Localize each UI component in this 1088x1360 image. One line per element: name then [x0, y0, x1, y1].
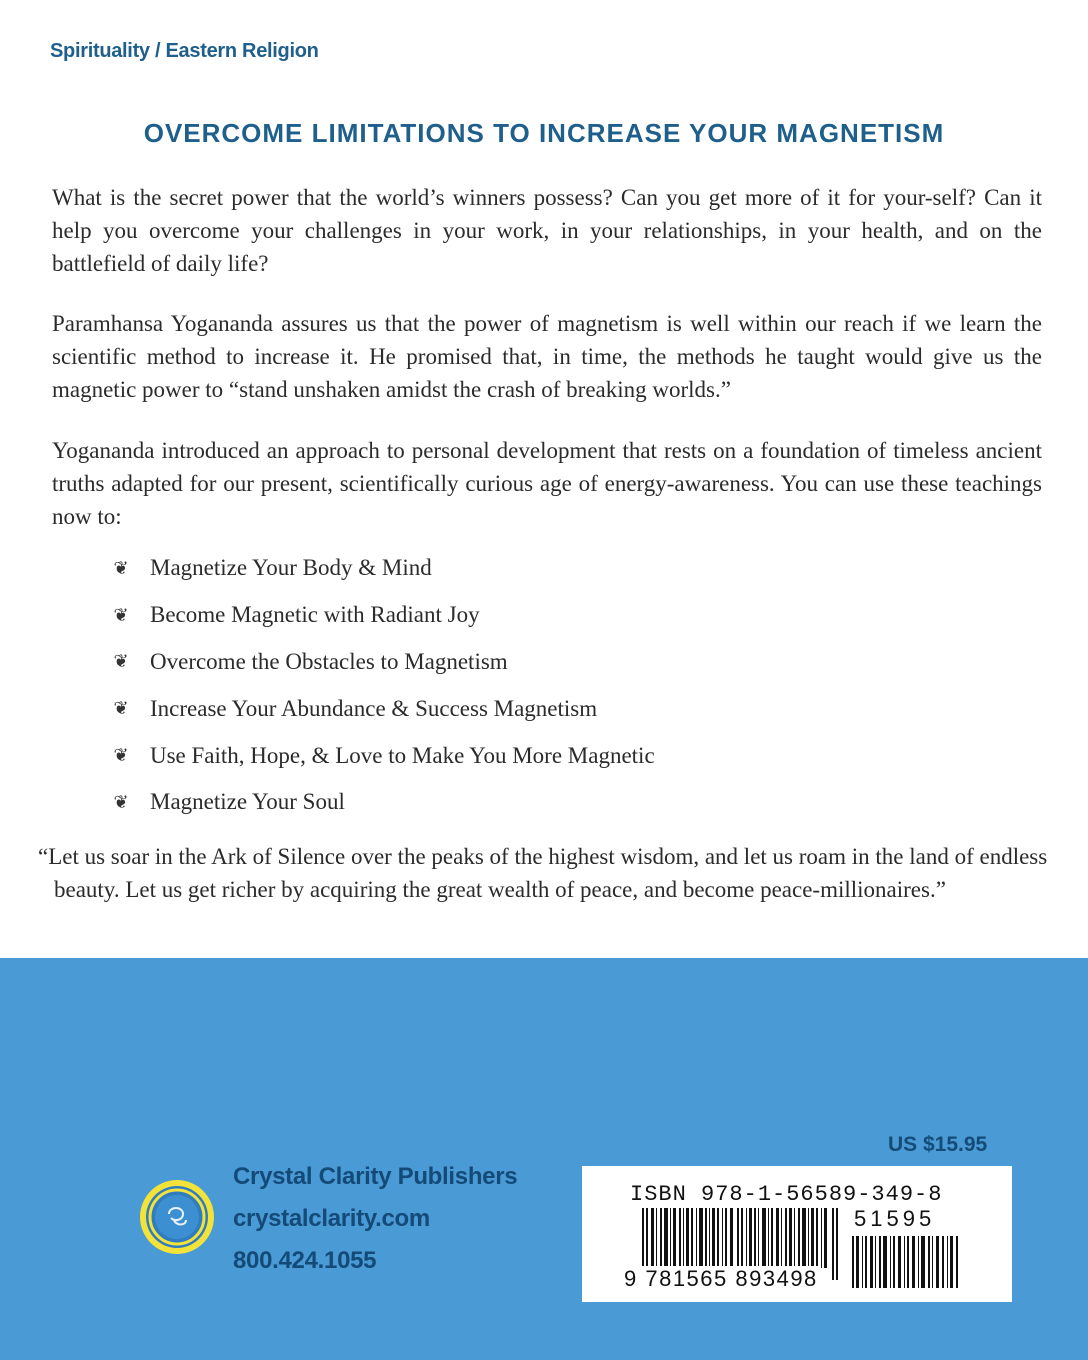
list-item-label: Magnetize Your Body & Mind [150, 555, 432, 581]
isbn-text: ISBN 978-1-56589-349-8 [630, 1182, 943, 1207]
barcode-box [582, 1166, 1012, 1302]
fleuron-icon: ❦ [113, 698, 129, 719]
list-item-label: Increase Your Abundance & Success Magnetism [150, 695, 598, 721]
addon-code: 51595 [854, 1206, 936, 1231]
paragraph-intro: What is the secret power that the world’s winners possess? Can you get more of it for your-self? Can it help you overcome your challenges in your work, in your relationships, in your health, and on the battlefield of daily life? [52, 185, 1042, 276]
publisher-name: Crystal Clarity Publishers [233, 1163, 518, 1190]
list-item [110, 685, 655, 732]
list-item [110, 732, 655, 779]
fleuron-icon: ❦ [113, 745, 129, 766]
publisher-phone: 800.424.1055 [233, 1247, 377, 1274]
list-item [110, 779, 655, 826]
list-item [110, 639, 655, 686]
bullet-list [110, 545, 655, 826]
fleuron-icon: ❦ [113, 651, 129, 672]
category-label: Spirituality / Eastern Religion [50, 40, 319, 62]
headline: OVERCOME LIMITATIONS TO INCREASE YOUR MAGNETISM [143, 118, 945, 148]
crystal-clarity-logo-icon [138, 1178, 216, 1256]
list-item-label: Use Faith, Hope, & Love to Make You More Magnetic [150, 742, 655, 768]
fleuron-icon: ❦ [113, 791, 129, 812]
paragraph-teachings: Yogananda introduced an approach to personal development that rests on a foundation of timeless ancient truths adapted for our present, scientifically curious age of energy-awareness. You can use these teachings now to: [52, 438, 1042, 529]
list-item-label: Overcome the Obstacles to Magnetism [150, 648, 508, 674]
addon-barcode [852, 1236, 962, 1288]
list-item [110, 592, 655, 639]
list-item-label: Magnetize Your Soul [150, 789, 345, 815]
closing-quote: “Let us soar in the Ark of Silence over the peaks of the highest wisdom, and let us roam in the land of endless beauty. Let us get richer by acquiring the great wealth of peace, and become peace-millionaires.” [38, 844, 1048, 902]
paragraph-yogananda: Paramhansa Yogananda assures us that the power of magnetism is well within our reach if we learn the scientific method to increase it. He promised that, in time, the methods he taught would give us the magnetic power to “stand unshaken amidst the crash of breaking worlds.” [52, 311, 1042, 402]
list-item [110, 545, 655, 592]
list-item-label: Become Magnetic with Radiant Joy [150, 602, 480, 628]
price-label: US $15.95 [888, 1133, 988, 1156]
publisher-url[interactable]: crystalclarity.com [233, 1205, 430, 1232]
ean-digits: 9 781565 893498 [624, 1266, 818, 1291]
fleuron-icon: ❦ [113, 604, 129, 625]
fleuron-icon: ❦ [113, 557, 129, 578]
